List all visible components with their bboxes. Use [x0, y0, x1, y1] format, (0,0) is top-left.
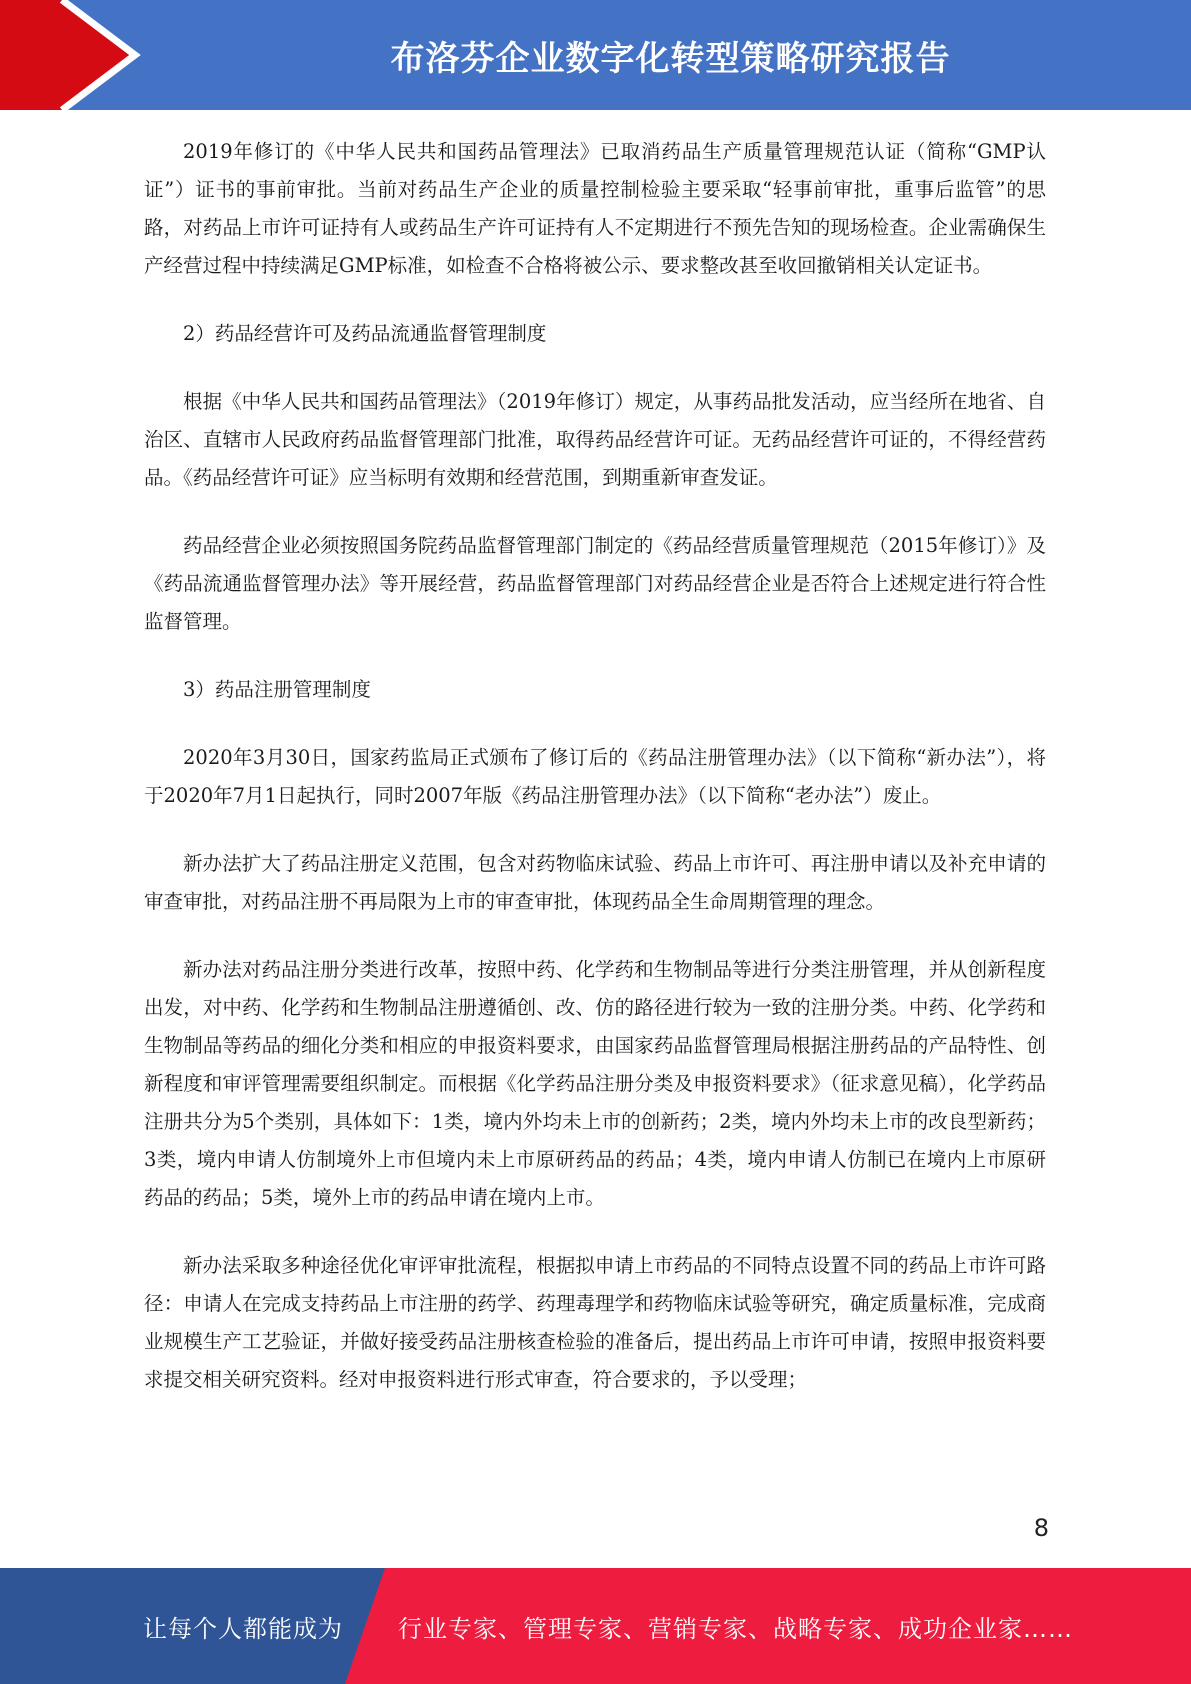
paragraph-license: 根据《中华人民共和国药品管理法》（2019年修订）规定，从事药品批发活动，应当经所在地省、自治区、直辖市人民政府药品监督管理部门批准，取得药品经营许可证。无药品经营许可证的，不得经营药品。《药品经营许可证》应当标明有效期和经营范围，到期重新审查发证。	[144, 390, 1046, 489]
page-number: 8	[1033, 1514, 1049, 1542]
page-header	[0, 0, 1191, 110]
paragraph-scope: 新办法扩大了药品注册定义范围，包含对药物临床试验、药品上市许可、再注册申请以及补充申请的审查审批，对药品注册不再局限为上市的审查审批，体现药品全生命周期管理的理念。	[144, 852, 1046, 913]
page-footer	[0, 1568, 1191, 1684]
paragraph-gsp: 药品经营企业必须按照国务院药品监督管理部门制定的《药品经营质量管理规范（2015年修订）》及《药品流通监督管理办法》等开展经营，药品监督管理部门对药品经营企业是否符合上述规定进行符合性监督管理。	[144, 534, 1046, 633]
footer-slogan-right: 行业专家、管理专家、营销专家、战略专家、成功企业家……	[398, 1614, 1073, 1643]
document-body	[144, 133, 1046, 1429]
paragraph-new-rules: 2020年3月30日，国家药监局正式颁布了修订后的《药品注册管理办法》（以下简称“新办法”），将于2020年7月1日起执行，同时2007年版《药品注册管理办法》（以下简称“老办法”）废止。	[144, 746, 1046, 807]
report-title: 布洛芬企业数字化转型策略研究报告	[390, 38, 951, 79]
header-chevron-decoration	[0, 0, 150, 110]
paragraph-approval-process: 新办法采取多种途径优化审评审批流程，根据拟申请上市药品的不同特点设置不同的药品上市许可路径：申请人在完成支持药品上市注册的药学、药理毒理学和药物临床试验等研究，确定质量标准，完成商业规模生产工艺验证，并做好接受药品注册核查检验的准备后，提出药品上市许可申请，按照申报资料要求提交相关研究资料。经对申报资料进行形式审查，符合要求的，予以受理；	[144, 1254, 1046, 1391]
footer-slogan-left: 让每个人都能成为	[143, 1614, 343, 1643]
section-heading-3: 3）药品注册管理制度	[183, 678, 371, 701]
section-heading-2: 2）药品经营许可及药品流通监督管理制度	[183, 322, 547, 345]
paragraph-gmp: 2019年修订的《中华人民共和国药品管理法》已取消药品生产质量管理规范认证（简称“GMP认证”）证书的事前审批。当前对药品生产企业的质量控制检验主要采取“轻事前审批，重事后监管”的思路，对药品上市许可证持有人或药品生产许可证持有人不定期进行不预先告知的现场检查。企业需确保生产经营过程中持续满足GMP标准，如检查不合格将被公示、要求整改甚至收回撤销相关认定证书。	[144, 140, 1046, 277]
paragraph-classification: 新办法对药品注册分类进行改革，按照中药、化学药和生物制品等进行分类注册管理，并从创新程度出发，对中药、化学药和生物制品注册遵循创、改、仿的路径进行较为一致的注册分类。中药、化学药和生物制品等药品的细化分类和相应的申报资料要求，由国家药品监督管理局根据注册药品的产品特性、创新程度和审评管理需要组织制定。而根据《化学药品注册分类及申报资料要求》（征求意见稿），化学药品注册共分为5个类别，具体如下：1类，境内外均未上市的创新药；2类，境内外均未上市的改良型新药；3类，境内申请人仿制境外上市但境内未上市原研药品的药品；4类，境内申请人仿制已在境内上市原研药品的药品；5类，境外上市的药品申请在境内上市。	[144, 958, 1046, 1209]
